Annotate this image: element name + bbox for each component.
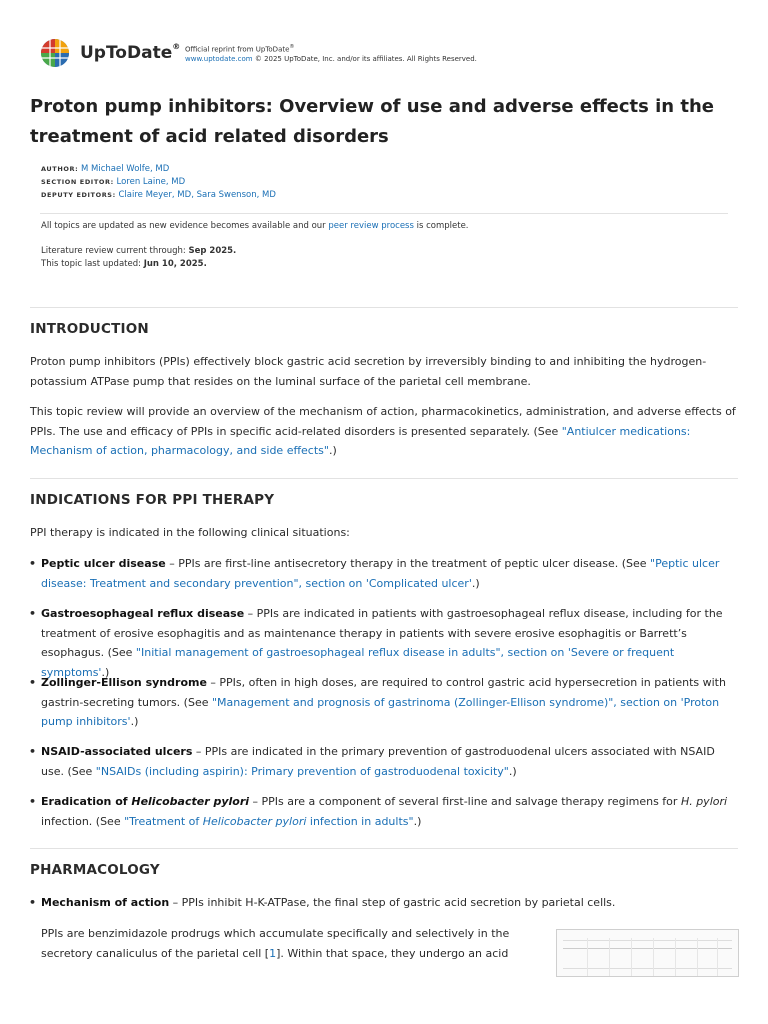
uptodate-site-link[interactable]: www.uptodate.com: [185, 55, 253, 64]
table-thumbnail[interactable]: [556, 929, 739, 977]
brand-name: UpToDate®: [80, 42, 181, 63]
page-title: Proton pump inhibitors: Overview of use and adverse effects in the treatment of acid related disorders: [30, 96, 715, 147]
section-heading-pharmacology: PHARMACOLOGY: [30, 862, 160, 878]
uptodate-globe-icon: [40, 38, 70, 68]
antiulcer-medications-link[interactable]: "Antiulcer medications: Mechanism of action, pharmacology, and side effects": [30, 424, 691, 457]
h-pylori-treatment-link[interactable]: "Treatment of Helicobacter pylori infection in adults": [124, 814, 414, 828]
intro-paragraph-2: This topic review will provide an overview of the mechanism of action, pharmacokinetics, administration, and adverse effects of PPIs. The use and efficacy of PPIs in specific acid-related disorders is presented separately. (See "Antiulcer medications: Mechanism of action, pharmacology, and side effects".): [30, 405, 736, 457]
review-dates: Literature review current through: Sep 2025. This topic last updated: Jun 10, 2025.: [41, 246, 237, 269]
gastrinoma-link[interactable]: "Management and prognosis of gastrinoma (Zollinger-Ellison syndrome)", section on 'Proton pump inhibitors': [41, 695, 720, 728]
nsaids-link[interactable]: "NSAIDs (including aspirin): Primary prevention of gastroduodenal toxicity": [95, 764, 509, 778]
author-link[interactable]: M Michael Wolfe, MD: [81, 164, 170, 174]
reference-link-1[interactable]: 1: [269, 946, 277, 960]
list-item-nsaid-ulcers: • NSAID-associated ulcers – PPIs are indicated in the primary prevention of gastroduodenal ulcers associated with NSAID use. (See "NSAIDs (including aspirin): Primary prevention of gastroduodenal toxicity".): [41, 742, 741, 781]
topic-credits: AUTHOR: M Michael Wolfe, MD SECTION EDITOR: Loren Laine, MD DEPUTY EDITORS: Claire Meyer, MD, Sara Swenson, MD: [41, 164, 276, 200]
section-editor-link[interactable]: Loren Laine, MD: [116, 177, 186, 187]
peer-review-link[interactable]: peer review process: [328, 221, 414, 231]
list-item-h-pylori: • Eradication of Helicobacter pylori – PPIs are a component of several first-line and salvage therapy regimens for H. pylori infection. (See "Treatment of Helicobacter pylori infection in adults".): [41, 792, 741, 831]
indications-lead: PPI therapy is indicated in the following clinical situations:: [30, 526, 350, 539]
site-header: [40, 36, 180, 70]
list-item-mechanism-of-action: • Mechanism of action – PPIs inhibit H-K-ATPase, the final step of gastric acid secretion by parietal cells.: [41, 893, 741, 913]
peptic-ulcer-link[interactable]: "Peptic ulcer disease: Treatment and secondary prevention", section on 'Complicated ulcer': [41, 557, 720, 590]
divider: [30, 848, 738, 849]
reprint-notice: Official reprint from UpToDate® www.uptodate.com © 2025 UpToDate, Inc. and/or its affiliates. All Rights Reserved.: [185, 44, 477, 64]
divider: [30, 478, 738, 479]
update-note: All topics are updated as new evidence becomes available and our peer review process is complete.: [41, 221, 469, 231]
list-item-gerd: • Gastroesophageal reflux disease – PPIs are indicated in patients with gastroesophageal reflux disease, including for the treatment of erosive esophagitis and as maintenance therapy in patients with severe erosive esophagitis or Barrett’s esophagus. (See "Initial management of gastroesophageal reflux disease in adults", section on 'Severe or frequent symptoms'.): [41, 604, 741, 682]
list-item-zollinger-ellison: • Zollinger-Ellison syndrome – PPIs, often in high doses, are required to control gastric acid hypersecretion in patients with gastrin-secreting tumors. (See "Management and prognosis of gastrinoma (Zollinger-Ellison syndrome)", section on 'Proton pump inhibitors'.): [41, 673, 741, 732]
intro-paragraph-1: Proton pump inhibitors (PPIs) effectively block gastric acid secretion by irreversibly binding to and inhibiting the hydrogen-potassium ATPase pump that resides on the luminal surface of the parietal cell membrane.: [30, 355, 707, 388]
divider: [40, 213, 728, 214]
section-heading-indications: INDICATIONS FOR PPI THERAPY: [30, 492, 275, 508]
deputy-editors-link[interactable]: Claire Meyer, MD, Sara Swenson, MD: [118, 190, 276, 200]
list-item-peptic-ulcer: • Peptic ulcer disease – PPIs are first-line antisecretory therapy in the treatment of peptic ulcer disease. (See "Peptic ulcer disease: Treatment and secondary prevention", section on 'Complicated ulcer'.): [41, 554, 741, 593]
gerd-management-link[interactable]: "Initial management of gastroesophageal reflux disease in adults", section on 'Severe or frequent symptoms': [41, 646, 675, 679]
section-heading-introduction: INTRODUCTION: [30, 321, 149, 337]
divider: [30, 307, 738, 308]
pharmacology-paragraph: PPIs are benzimidazole prodrugs which accumulate specifically and selectively in the secretory canaliculus of the parietal cell [1]. Within that space, they undergo an acid: [41, 927, 510, 960]
